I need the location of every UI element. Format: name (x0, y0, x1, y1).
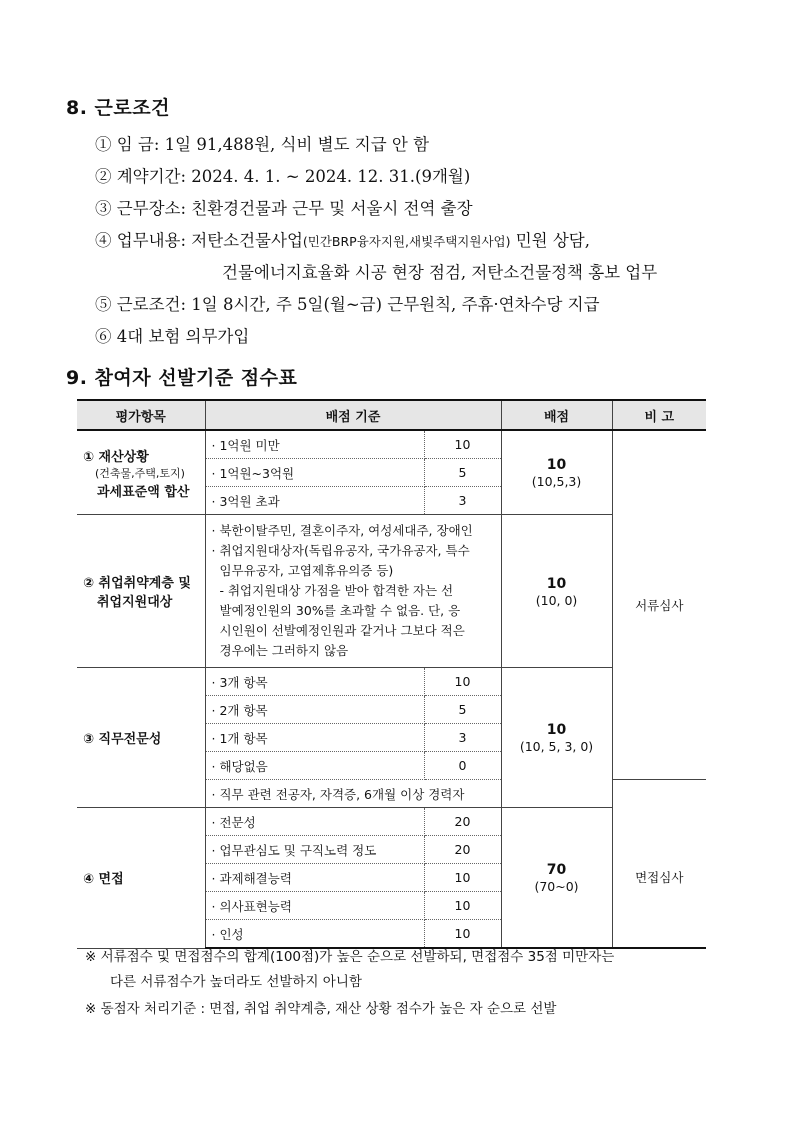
remark-interview-review: 면접심사 (612, 808, 706, 949)
score-table (77, 399, 706, 949)
criteria-label: · 1억원~3억원 (205, 459, 424, 487)
points-expertise-max: 10 (546, 722, 567, 738)
criteria-value: 10 (424, 668, 501, 696)
note-tie-break: ※ 동점자 처리기준 : 면접, 취업 취약계층, 재산 상황 점수가 높은 자 순으로 선발 (85, 1001, 557, 1017)
criteria-label: · 과제해결능력 (205, 864, 424, 892)
contract-period-line: ② 계약기간: 2024. 4. 1. ~ 2024. 12. 31.(9개월) (95, 167, 471, 186)
criteria-value: 20 (424, 808, 501, 836)
criteria-text-line: - 취업지원대상 가점을 받아 합격한 자는 선 (219, 583, 454, 598)
criteria-text-line: · 북한이탈주민, 결혼이주자, 여성세대주, 장애인 (211, 523, 473, 538)
points-expertise (501, 668, 612, 808)
criteria-value: 10 (424, 892, 501, 920)
criteria-vulnerable-text (205, 515, 501, 668)
criteria-value: 20 (424, 836, 501, 864)
criteria-value: 0 (424, 752, 501, 780)
points-vulnerable-scale: (10, 0) (535, 592, 578, 608)
note-selection-rule: ※ 서류점수 및 면접점수의 합계(100점)가 높은 순으로 선발하되, 면접점수 35점 미만자는 (85, 949, 615, 965)
criteria-label: · 2개 항목 (205, 696, 424, 724)
criteria-text-line: 시인원이 선발예정인원과 같거나 그보다 적은 (219, 623, 465, 638)
criteria-value: 10 (424, 864, 501, 892)
category-vulnerable (77, 515, 205, 668)
category-assets-title: ① 재산상황 (83, 449, 149, 465)
points-assets-max: 10 (546, 457, 567, 473)
table-row (77, 430, 706, 459)
table-row (77, 668, 706, 696)
working-conditions-line: ⑤ 근로조건: 1일 8시간, 주 5일(월~금) 근무원칙, 주휴·연차수당 지급 (95, 295, 600, 314)
criteria-label: · 1개 항목 (205, 724, 424, 752)
criteria-text-line: 경우에는 그러하지 않음 (219, 643, 349, 658)
header-remarks: 비 고 (612, 400, 706, 430)
criteria-value: 5 (424, 696, 501, 724)
criteria-text-line: 발예정인원의 30%를 초과할 수 없음. 단, 응 (219, 603, 461, 618)
points-interview (501, 808, 612, 949)
workplace-line: ③ 근무장소: 친환경건물과 근무 및 서울시 전역 출장 (95, 199, 473, 218)
points-interview-max: 70 (546, 862, 567, 878)
criteria-text-line: 임무유공자, 고엽제휴유의증 등) (219, 563, 394, 578)
category-assets-basis: 과세표준액 합산 (97, 484, 190, 500)
note-selection-rule-cont: 다른 서류점수가 높더라도 선발하지 아니함 (110, 974, 362, 990)
category-interview: ④ 면접 (77, 808, 205, 949)
section-9-heading: 9. 참여자 선발기준 점수표 (66, 367, 298, 389)
criteria-expertise-note: · 직무 관련 전공자, 자격증, 6개월 이상 경력자 (205, 780, 501, 808)
criteria-label: · 3억원 초과 (205, 487, 424, 515)
insurance-line: ⑥ 4대 보험 의무가입 (95, 327, 250, 346)
section-8-heading: 8. 근로조건 (66, 97, 170, 119)
criteria-text-line: · 취업지원대상자(독립유공자, 국가유공자, 특수 (211, 543, 470, 558)
category-expertise: ③ 직무전문성 (77, 668, 205, 808)
criteria-label: · 해당없음 (205, 752, 424, 780)
duties-main: ④ 업무내용: 저탄소건물사업 (95, 231, 303, 250)
duties-subprograms: (민간BRP융자지원,새빛주택지원사업) (302, 234, 511, 249)
category-assets (77, 430, 205, 515)
points-assets-scale: (10,5,3) (531, 474, 582, 489)
duties-continuation: 건물에너지효율화 시공 현장 점검, 저탄소건물정책 홍보 업무 (222, 263, 658, 282)
criteria-label: · 업무관심도 및 구직노력 정도 (205, 836, 424, 864)
criteria-value: 10 (424, 920, 501, 949)
duties-rest: 민원 상담, (510, 231, 590, 250)
header-points: 배점 (501, 400, 612, 430)
criteria-label: · 의사표현능력 (205, 892, 424, 920)
points-expertise-scale: (10, 5, 3, 0) (519, 739, 594, 754)
table-row (77, 808, 706, 836)
criteria-label: · 인성 (205, 920, 424, 949)
category-assets-subtitle: (건축물,주택,토지) (95, 466, 185, 480)
points-vulnerable-max: 10 (546, 575, 567, 592)
criteria-label: · 3개 항목 (205, 668, 424, 696)
criteria-label: · 1억원 미만 (205, 430, 424, 459)
category-vulnerable-title-cont: 취업지원대상 (97, 595, 173, 610)
header-criteria: 배점 기준 (205, 400, 501, 430)
points-vulnerable (501, 515, 612, 668)
criteria-value: 10 (424, 430, 501, 459)
table-row (77, 515, 706, 668)
points-assets (501, 430, 612, 515)
remark-document-review: 서류심사 (612, 430, 706, 780)
points-interview-scale: (70~0) (534, 879, 579, 894)
table-header-row (77, 400, 706, 430)
category-vulnerable-title: ② 취업취약계층 및 (83, 576, 191, 591)
criteria-label: · 전문성 (205, 808, 424, 836)
criteria-value: 3 (424, 487, 501, 515)
header-category: 평가항목 (77, 400, 205, 430)
wage-line: ① 임 금: 1일 91,488원, 식비 별도 지급 안 함 (95, 135, 430, 154)
criteria-value: 5 (424, 459, 501, 487)
duties-line (95, 227, 590, 251)
criteria-value: 3 (424, 724, 501, 752)
